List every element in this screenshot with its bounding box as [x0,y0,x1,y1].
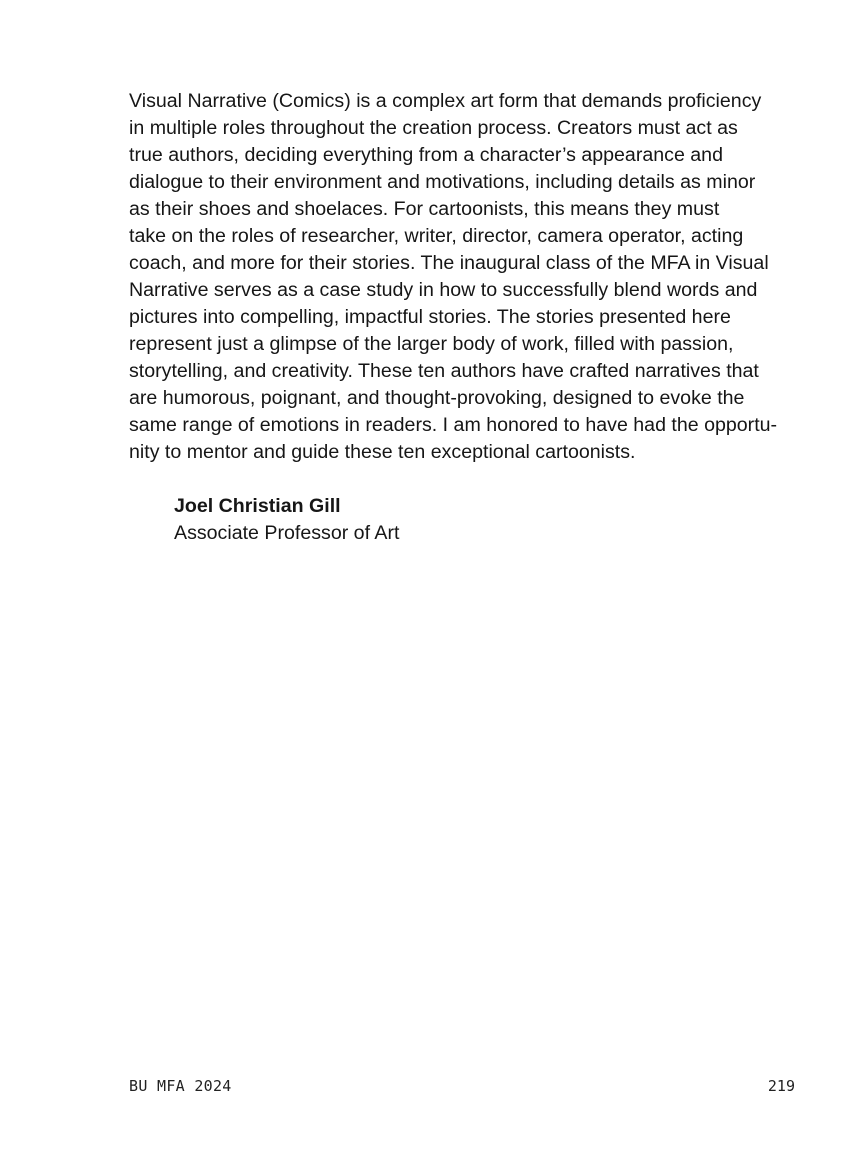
author-title: Associate Professor of Art [174,522,400,544]
author-name: Joel Christian Gill [174,495,341,517]
paragraph-line: as their shoes and shoelaces. For cartoonists, this means they must [129,198,720,220]
paragraph-line: take on the roles of researcher, writer, director, camera operator, acting [129,225,744,247]
paragraph-line: pictures into compelling, impactful stories. The stories presented here [129,306,731,328]
paragraph-line: true authors, deciding everything from a character’s appearance and [129,144,723,166]
paragraph-line: same range of emotions in readers. I am honored to have had the opportu- [129,414,778,436]
intro-paragraph [129,88,804,466]
paragraph-line: storytelling, and creativity. These ten authors have crafted narratives that [129,360,759,382]
running-footer: BU MFA 2024 [129,1077,232,1095]
paragraph-line: represent just a glimpse of the larger body of work, filled with passion, [129,333,734,355]
paragraph-line: are humorous, poignant, and thought-provoking, designed to evoke the [129,387,745,409]
signature-block [174,493,399,547]
paragraph-line: dialogue to their environment and motivations, including details as minor [129,171,756,193]
paragraph-line: in multiple roles throughout the creation process. Creators must act as [129,117,738,139]
paragraph-line: Visual Narrative (Comics) is a complex art form that demands proficiency [129,90,762,112]
paragraph-line: coach, and more for their stories. The inaugural class of the MFA in Visual [129,252,769,274]
paragraph-line: Narrative serves as a case study in how to successfully blend words and [129,279,758,301]
paragraph-line: nity to mentor and guide these ten exceptional cartoonists. [129,441,636,463]
page-number: 219 [767,1077,795,1095]
